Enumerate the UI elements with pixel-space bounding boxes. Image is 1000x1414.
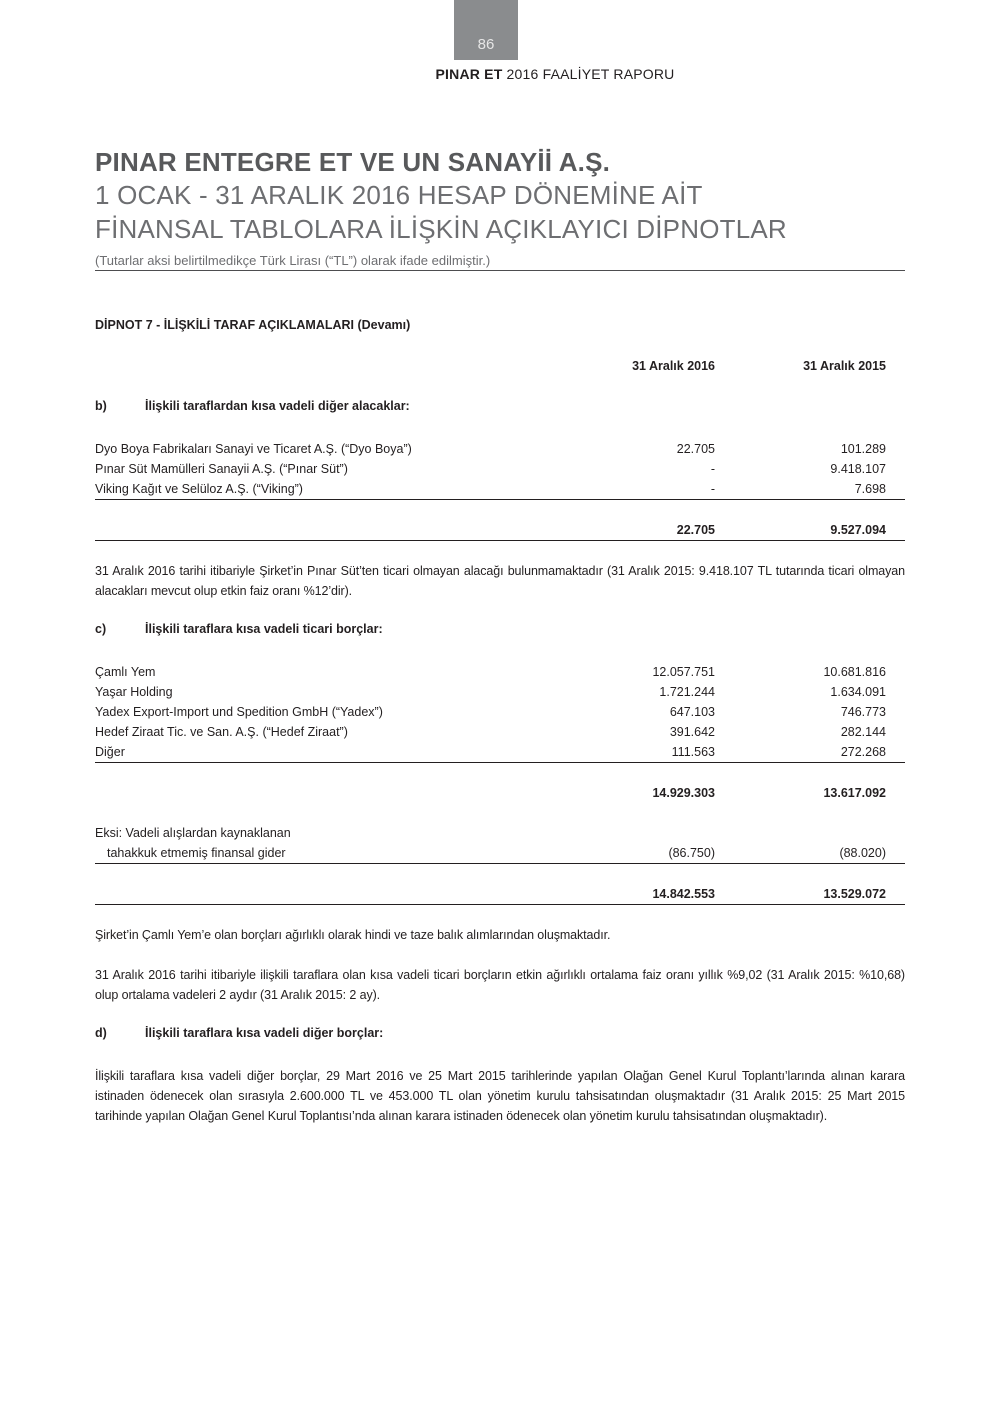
row-value-2015: 7.698 <box>854 482 886 496</box>
row-value-2016: 22.705 <box>676 442 715 456</box>
section-c-heading <box>95 622 905 642</box>
less-label-line1: Eksi: Vadeli alışlardan kaynaklanan <box>95 826 291 840</box>
row-value-2015: 746.773 <box>840 705 886 719</box>
row-value-2016: - <box>710 482 715 496</box>
row-label: Çamlı Yem <box>95 665 156 679</box>
row-label: Yaşar Holding <box>95 685 173 699</box>
table-row <box>95 702 905 722</box>
running-header-text: 2016 FAALİYET RAPORU <box>502 66 675 82</box>
column-header-2015: 31 Aralık 2015 <box>803 359 886 373</box>
row-value-2015: 282.144 <box>840 725 886 739</box>
table-row <box>95 439 905 459</box>
section-b-table <box>95 439 905 541</box>
section-b-letter: b) <box>95 399 107 413</box>
main-content <box>95 318 905 1126</box>
row-value-2016: 391.642 <box>669 725 715 739</box>
row-value-2016: 12.057.751 <box>652 665 715 679</box>
row-value-2015: 10.681.816 <box>823 665 886 679</box>
row-label: Hedef Ziraat Tic. ve San. A.Ş. (“Hedef Ziraat”) <box>95 725 348 739</box>
table-divider <box>95 863 905 864</box>
row-label: Pınar Süt Mamülleri Sanayii A.Ş. (“Pınar Süt”) <box>95 462 348 476</box>
row-value-2015: 9.418.107 <box>830 462 886 476</box>
less-row <box>95 843 905 863</box>
row-value-2016: 1.721.244 <box>659 685 715 699</box>
table-row <box>95 682 905 702</box>
section-title: DİPNOT 7 - İLİŞKİLİ TARAF AÇIKLAMALARI (Devamı) <box>95 318 411 332</box>
total-value-2015: 9.527.094 <box>830 523 886 537</box>
title-divider <box>95 270 905 271</box>
table-row <box>95 479 905 499</box>
total-value-2016: 22.705 <box>676 523 715 537</box>
table-divider <box>95 904 905 905</box>
row-value-2016: 647.103 <box>669 705 715 719</box>
section-b-title: İlişkili taraflardan kısa vadeli diğer alacaklar: <box>145 399 410 413</box>
less-label-row <box>95 823 905 843</box>
title-block <box>95 146 905 270</box>
less-label-line2: tahakkuk etmemiş finansal gider <box>107 846 286 860</box>
section-d-heading <box>95 1026 905 1046</box>
section-d-note: İlişkili taraflara kısa vadeli diğer borçlar, 29 Mart 2016 ve 25 Mart 2015 tarihlerinde yapılan Olağan Genel Kurul Toplantı’larında alınan karara istinaden ödenecek olan sırasıyla 2.600.000 TL ve 453.000 TL olan yönetim kurulu tahsisatından oluşmaktadır (31 Aralık 2015: 25 Mart 2015 tarihinde yapılan Olağan Genel Kurul Toplantısı’nda alınan karara istinaden ödenecek olan yönetim kurulu tahsisatından oluşmaktadır). <box>95 1069 905 1123</box>
company-title: PINAR ENTEGRE ET VE UN SANAYİİ A.Ş. <box>95 147 611 177</box>
table-row <box>95 662 905 682</box>
row-label: Viking Kağıt ve Selüloz A.Ş. (“Viking”) <box>95 482 303 496</box>
section-b-total <box>95 520 905 540</box>
total-value-2016: 14.842.553 <box>652 887 715 901</box>
section-b-heading <box>95 399 905 419</box>
notes-title: FİNANSAL TABLOLARA İLİŞKİN AÇIKLAYICI DİPNOTLAR <box>95 214 787 244</box>
section-c-subtotal <box>95 783 905 803</box>
row-label: Yadex Export-Import und Spedition GmbH (“Yadex”) <box>95 705 383 719</box>
section-c-note-1: Şirket’in Çamlı Yem’e olan borçları ağırlıklı olarak hindi ve taze balık alımlarından oluşmaktadır. <box>95 928 611 942</box>
page-number: 86 <box>454 0 518 60</box>
table-divider <box>95 762 905 763</box>
section-c-title: İlişkili taraflara kısa vadeli ticari borçlar: <box>145 622 383 636</box>
period-title: 1 OCAK - 31 ARALIK 2016 HESAP DÖNEMİNE AİT <box>95 180 703 210</box>
table-row <box>95 742 905 762</box>
row-value-2016: 111.563 <box>671 745 715 759</box>
subtotal-value-2015: 13.617.092 <box>823 786 886 800</box>
section-c-letter: c) <box>95 622 107 636</box>
less-value-2015: (88.020) <box>839 846 886 860</box>
row-value-2016: - <box>710 462 715 476</box>
subtotal-value-2016: 14.929.303 <box>652 786 715 800</box>
column-header-2016: 31 Aralık 2016 <box>632 359 715 373</box>
section-d-letter: d) <box>95 1026 107 1040</box>
table-row <box>95 459 905 479</box>
less-value-2016: (86.750) <box>668 846 715 860</box>
table-row <box>95 722 905 742</box>
section-b-note: 31 Aralık 2016 tarihi itibariyle Şirket’in Pınar Süt’ten ticari olmayan alacağı bulunmamaktadır (31 Aralık 2015: 9.418.107 TL tutarında ticari olmayan alacakları mevcut olup etkin faiz oranı %12’dir). <box>95 564 905 598</box>
total-value-2015: 13.529.072 <box>823 887 886 901</box>
row-label: Dyo Boya Fabrikaları Sanayi ve Ticaret A.Ş. (“Dyo Boya”) <box>95 442 412 456</box>
running-header <box>55 66 1000 82</box>
table-divider <box>95 540 905 541</box>
section-c-total <box>95 884 905 904</box>
section-c-note-2: 31 Aralık 2016 tarihi itibariyle ilişkili taraflara olan kısa vadeli ticari borçların etkin ağırlıklı ortalama faiz oranı yıllık %9,02 (31 Aralık 2015: %10,68) olup ortalama vadeleri 2 aydır (31 Aralık 2015: 2 ay). <box>95 968 905 1002</box>
table-divider <box>95 499 905 500</box>
column-headers <box>95 359 905 379</box>
row-label: Diğer <box>95 745 125 759</box>
row-value-2015: 272.268 <box>840 745 886 759</box>
running-header-brand: PINAR ET <box>435 66 503 82</box>
row-value-2015: 101.289 <box>840 442 886 456</box>
row-value-2015: 1.634.091 <box>830 685 886 699</box>
section-d-title: İlişkili taraflara kısa vadeli diğer borçlar: <box>145 1026 384 1040</box>
section-c-table <box>95 662 905 905</box>
currency-note: (Tutarlar aksi belirtilmedikçe Türk Lirası (“TL”) olarak ifade edilmiştir.) <box>95 253 491 268</box>
